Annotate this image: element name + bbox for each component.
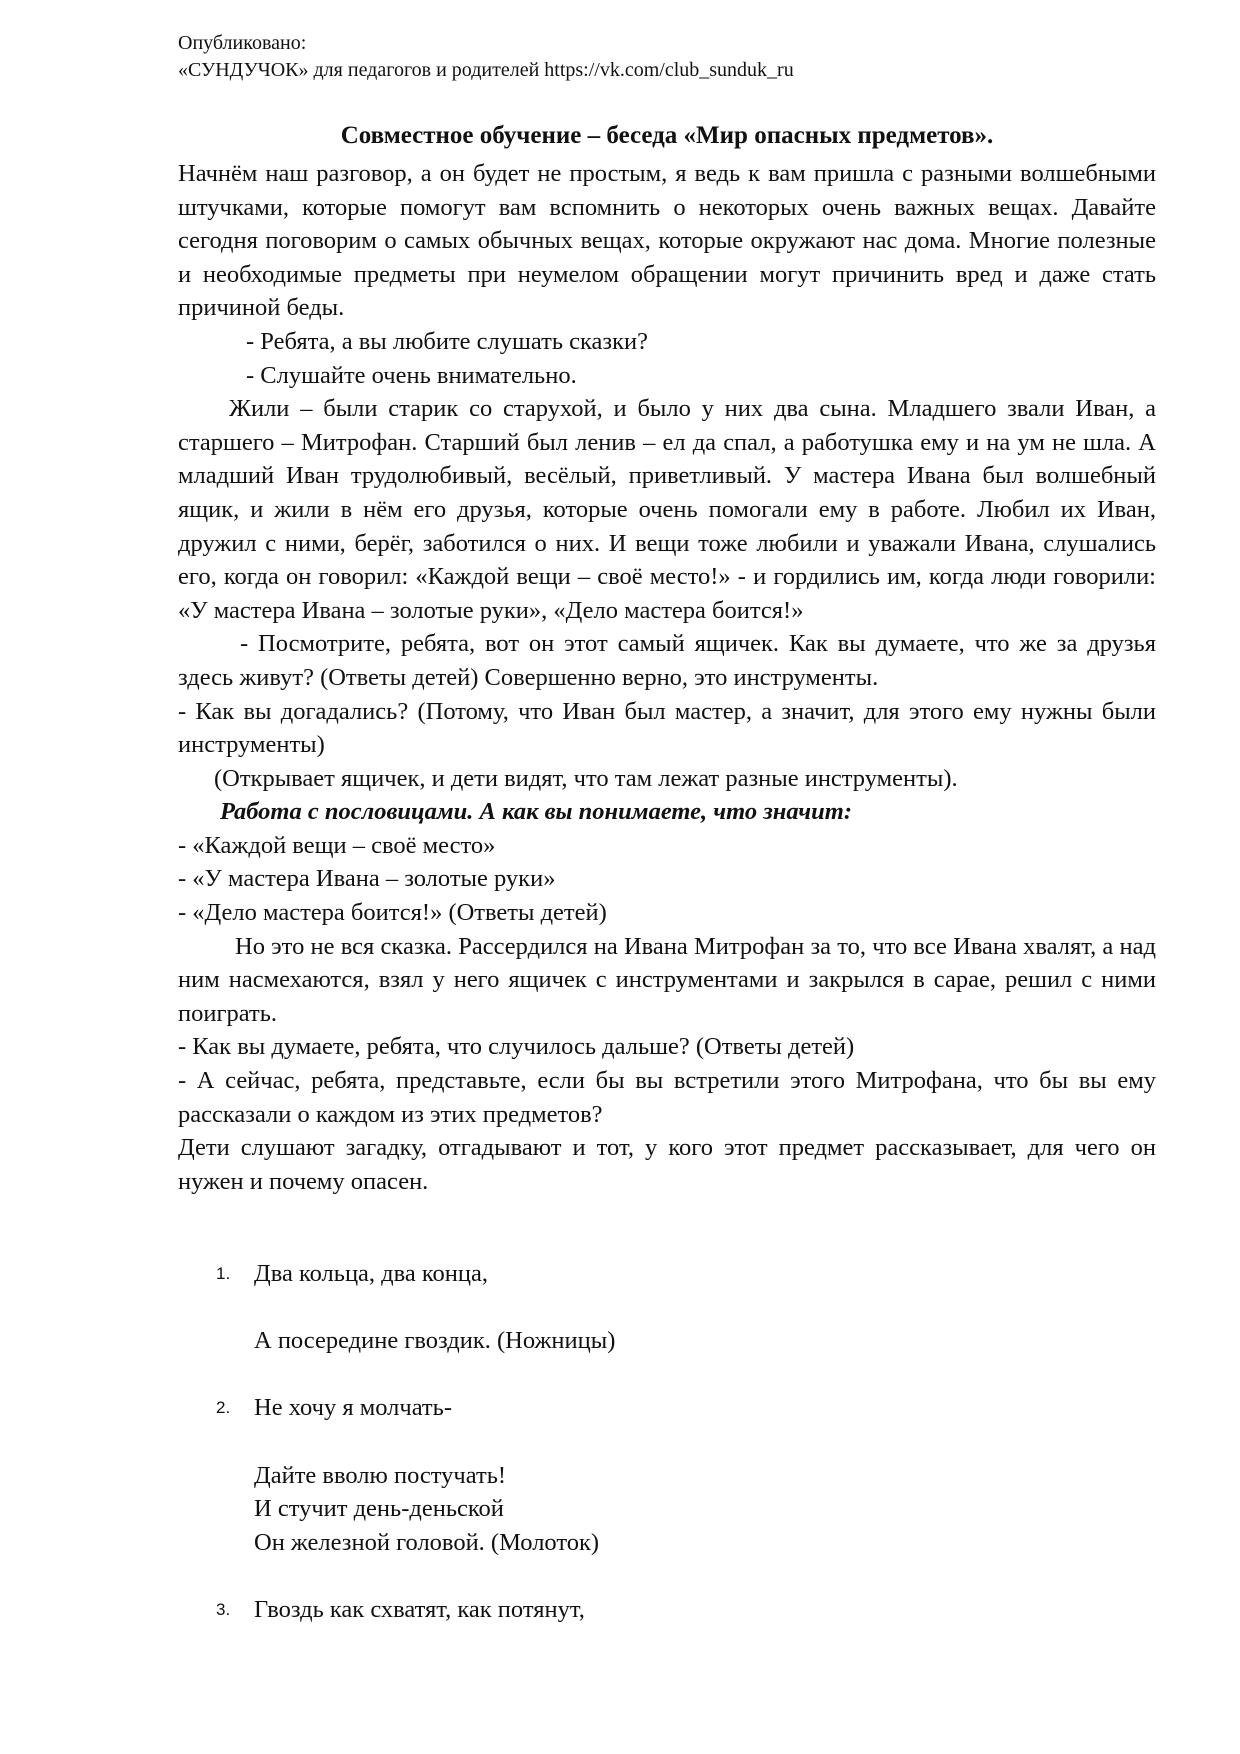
question-tales: - Ребята, а вы любите слушать сказки?	[246, 327, 648, 355]
question-next: - Как вы думаете, ребята, что случилось дальше? (Ответы детей)	[178, 1033, 855, 1061]
box-paragraph: - Посмотрите, ребята, вот он этот самый ящичек. Как вы думаете, что же за друзья здесь живут? (Ответы детей) Совершенно верно, это инструменты.	[178, 630, 1156, 691]
published-label: Опубликовано:	[178, 32, 307, 54]
proverb-item: - «У мастера Ивана – золотые руки»	[178, 865, 556, 893]
riddle-line: А посередине гвоздик. (Ножницы)	[254, 1327, 616, 1355]
intro-paragraph: Начнём наш разговор, а он будет не простым, я ведь к вам пришла с разными волшебными штучками, которые помогут вам вспомнить о некоторых очень важных вещах. Давайте сегодня поговорим о самых обычных вещах, которые окружают нас дома. Многие полезные и необходимые предметы при неумелом обращении могут причинить вред и даже стать причиной беды.	[178, 160, 1156, 322]
riddle-item	[178, 1257, 1156, 1358]
tale-paragraph: Жили – были старик со старухой, и было у них два сына. Младшего звали Иван, а старшего – Митрофан. Старший был ленив – ел да спал, а работушка ему и на ум не шла. А младший Иван трудолюбивый, весёлый, приветливый. У мастера Ивана был волшебный ящик, и жили в нём его друзья, которые очень помогали ему в работе. Любил их Иван, дружил с ними, берёг, заботился о них. И вещи тоже любили и уважали Ивана, слушались его, когда он говорил: «Каждой вещи – своё место!» - и гордились им, когда люди говорили: «У мастера Ивана – золотые руки», «Дело мастера боится!»	[178, 395, 1156, 624]
riddle-number: 2.	[216, 1398, 231, 1418]
riddle-line: Дайте вволю постучать!	[254, 1461, 507, 1489]
riddle-item	[178, 1391, 1156, 1559]
listen-carefully: - Слушайте очень внимательно.	[246, 361, 577, 389]
continuation-paragraph: Но это не вся сказка. Рассердился на Ивана Митрофан за то, что все Ивана хвалят, а над ним насмехаются, взял у него ящичек с инструментами и закрылся в сарае, решил с ними поиграть.	[178, 932, 1156, 1027]
publication-header	[178, 30, 794, 84]
imagine-paragraph: - А сейчас, ребята, представьте, если бы вы встретили этого Митрофана, что бы вы ему рассказали о каждом из этих предметов?	[178, 1067, 1156, 1128]
riddle-line: И стучит день-деньской	[254, 1495, 504, 1523]
riddle-line: Гвоздь как схватят, как потянут,	[254, 1595, 585, 1623]
opens-box-note: (Открывает ящичек, и дети видят, что там лежат разные инструменты).	[214, 764, 958, 792]
guess-paragraph: - Как вы догадались? (Потому, что Иван был мастер, а значит, для этого ему нужны были инструменты)	[178, 697, 1156, 759]
publisher-line: «СУНДУЧОК» для педагогов и родителей https://vk.com/club_sunduk_ru	[178, 59, 794, 81]
document-title: Совместное обучение – беседа «Мир опасных предметов».	[340, 122, 994, 149]
riddle-intro-paragraph: Дети слушают загадку, отгадывают и тот, у кого этот предмет рассказывает, для чего он нужен и почему опасен.	[178, 1134, 1156, 1195]
riddle-line: Он железной головой. (Молоток)	[254, 1528, 600, 1556]
riddle-line: Два кольца, два конца,	[254, 1260, 489, 1287]
proverbs-heading: Работа с пословицами. А как вы понимаете, что значит:	[220, 798, 852, 826]
document-body	[178, 157, 1156, 1198]
riddle-line: Не хочу я молчать-	[254, 1394, 452, 1422]
proverb-item: - «Дело мастера боится!» (Ответы детей)	[178, 899, 607, 927]
riddle-number: 3.	[216, 1599, 231, 1619]
riddle-item	[178, 1593, 1156, 1627]
riddle-list	[178, 1257, 1156, 1627]
riddle-number: 1.	[216, 1264, 231, 1283]
proverb-item: - «Каждой вещи – своё место»	[178, 831, 496, 859]
